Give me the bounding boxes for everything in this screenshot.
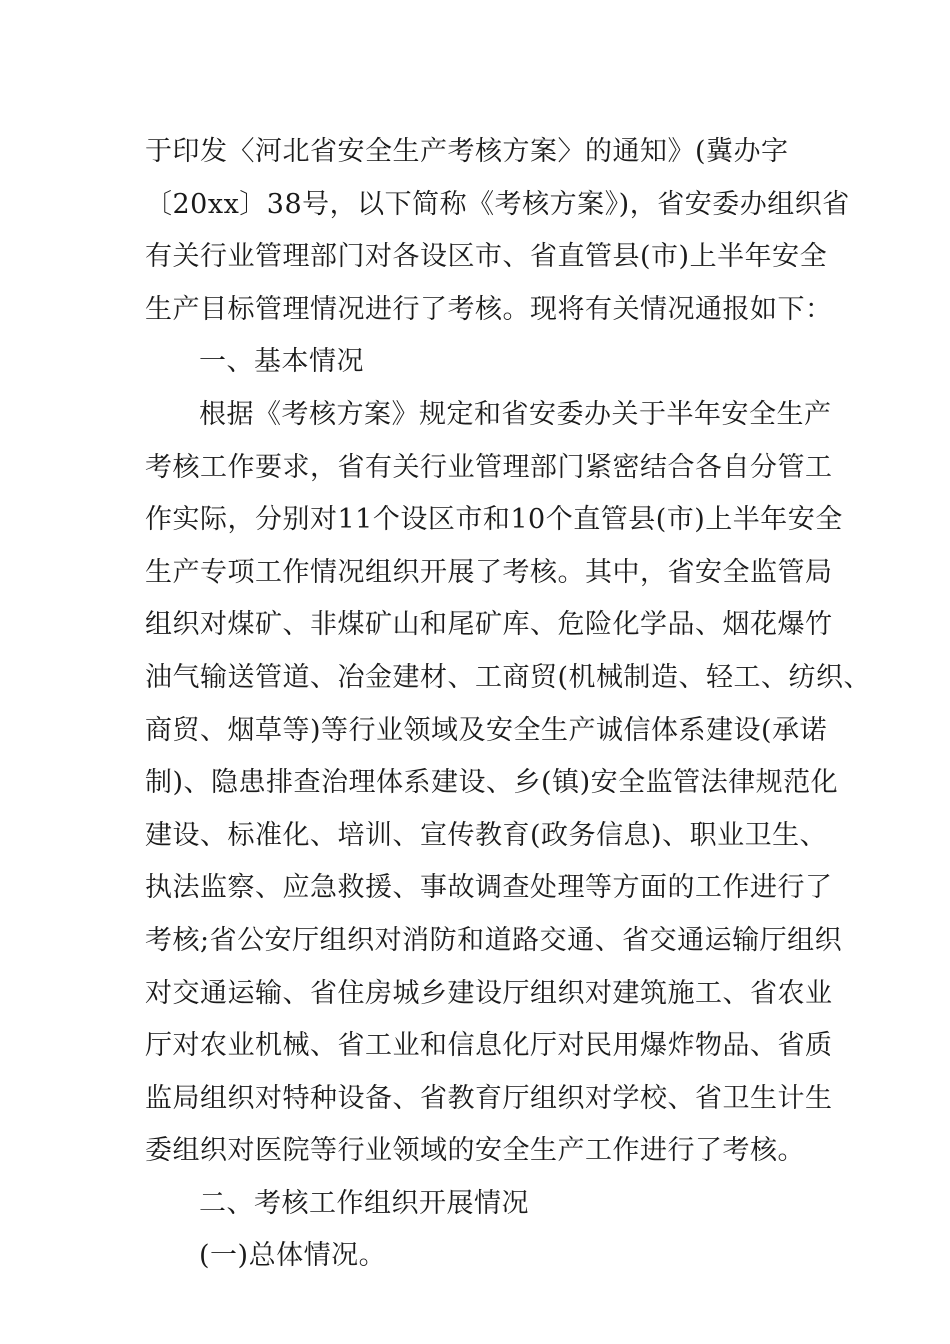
section-heading: 二、考核工作组织开展情况 [199, 1187, 529, 1219]
text-line: 委组织对医院等行业领域的安全生产工作进行了考核。 [145, 1135, 805, 1167]
text-line: 生产目标管理情况进行了考核。现将有关情况通报如下： [145, 293, 833, 325]
text-line: 油气输送管道、冶金建材、工商贸(机械制造、轻工、纺织、 [145, 661, 872, 693]
text-line: 于印发〈河北省安全生产考核方案〉的通知》(冀办字 [145, 136, 789, 167]
text-line: 考核;省公安厅组织对消防和道路交通、省交通运输厅组织 [145, 924, 843, 956]
text-line: 组织对煤矿、非煤矿山和尾矿库、危险化学品、烟花爆竹 [145, 609, 833, 641]
text-line: 建设、标准化、培训、宣传教育(政务信息)、职业卫生、 [145, 819, 828, 851]
text-line: 执法监察、应急救援、事故调查处理等方面的工作进行了 [145, 872, 833, 904]
text-line: 生产专项工作情况组织开展了考核。其中，省安全监管局 [145, 556, 833, 588]
text-line: 商贸、烟草等)等行业领域及安全生产诚信体系建设(承诺 [145, 714, 828, 746]
text-line: 厅对农业机械、省工业和信息化厅对民用爆炸物品、省质 [145, 1030, 833, 1062]
text-line: 监局组织对特种设备、省教育厅组织对学校、省卫生计生 [145, 1082, 833, 1114]
text-line: 有关行业管理部门对各设区市、省直管县(市)上半年安全 [145, 241, 828, 273]
subsection-heading: (一)总体情况。 [199, 1240, 387, 1272]
text-line: 考核工作要求，省有关行业管理部门紧密结合各自分管工 [145, 451, 833, 483]
paragraph-first-line: 根据《考核方案》规定和省安委办关于半年安全生产 [199, 398, 832, 430]
text-line: 〔20xx〕38号，以下简称《考核方案》)，省安委办组织省 [145, 188, 850, 220]
text-line: 制)、隐患排查治理体系建设、乡(镇)安全监管法律规范化 [145, 767, 839, 799]
document-body [145, 126, 872, 1283]
text-line: 作实际，分别对11个设区市和10个直管县(市)上半年安全 [145, 504, 843, 536]
text-line: 对交通运输、省住房城乡建设厅组织对建筑施工、省农业 [145, 977, 833, 1009]
section-heading: 一、基本情况 [199, 346, 364, 378]
